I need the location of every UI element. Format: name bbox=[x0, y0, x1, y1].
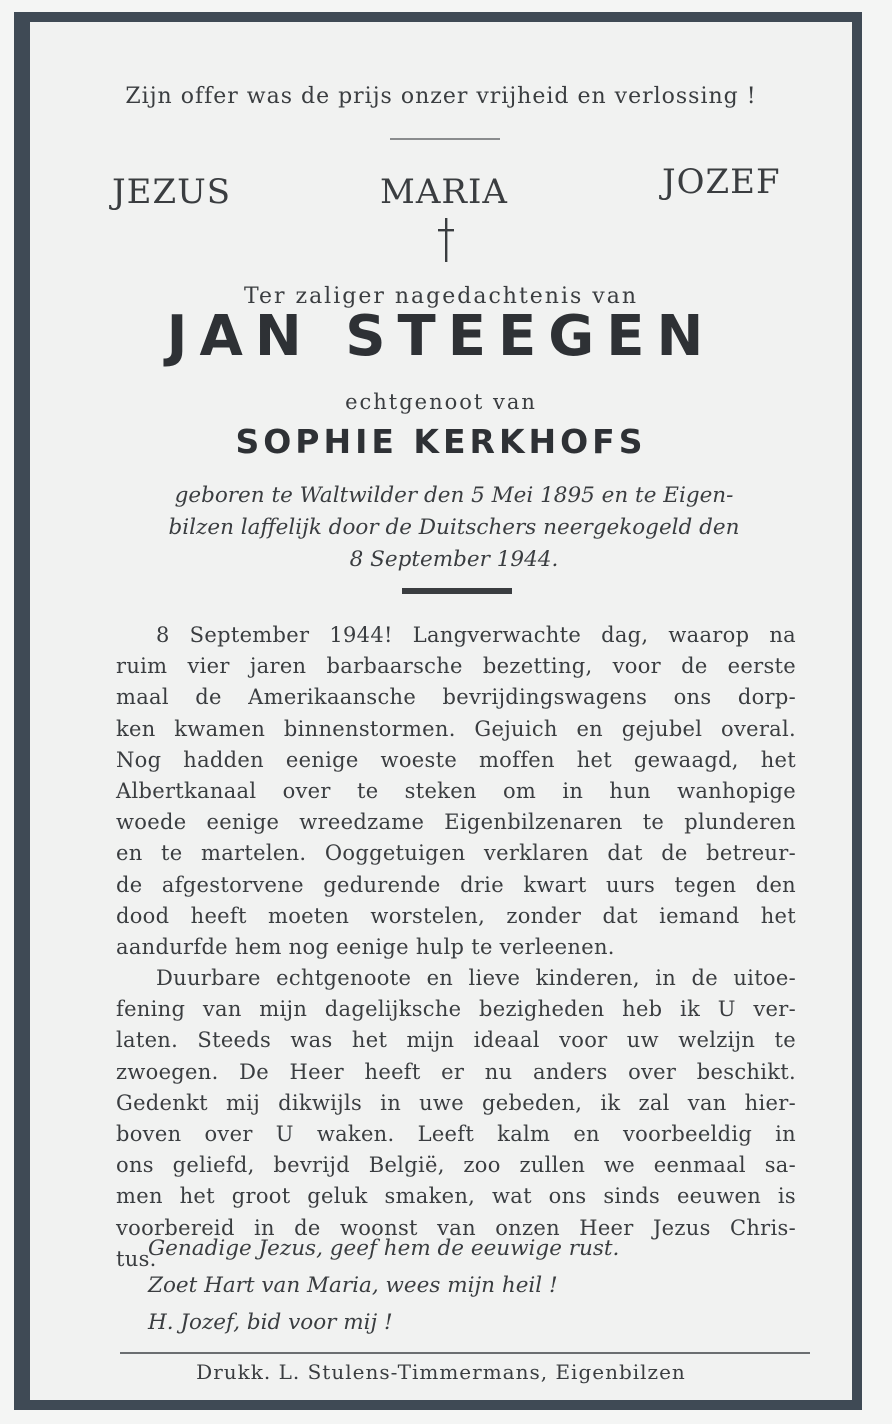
memorial-line: 8 September 1944! Langverwachte dag, waarop na bbox=[156, 623, 796, 647]
memorial-line: boven over U waken. Leeft kalm en voorbeeldig in bbox=[116, 1122, 796, 1146]
memorial-text bbox=[116, 620, 796, 1275]
holy-name-jozef: JOZEF bbox=[662, 162, 781, 202]
holy-name-jezus: JEZUS bbox=[112, 172, 232, 212]
holy-name-maria: MARIA bbox=[380, 172, 508, 212]
memorial-card bbox=[14, 12, 862, 1410]
memorial-line: aandurfde hem nog eenige hulp te verleenen. bbox=[116, 934, 615, 959]
memorial-line: zwoegen. De Heer heeft er nu anders over beschikt. bbox=[116, 1059, 796, 1084]
prayers bbox=[148, 1230, 619, 1341]
memorial-line: Gedenkt mij dikwijls in uwe gebeden, ik zal van hier- bbox=[116, 1090, 796, 1115]
memorial-card-content bbox=[30, 22, 852, 1400]
memorial-line: dood heeft moeten worstelen, zonder dat iemand het bbox=[116, 903, 796, 928]
prayer-line: H. Jozef, bid voor mij ! bbox=[148, 1310, 393, 1335]
memorial-line: ons geliefd, bevrijd België, zoo zullen we eenmaal sa- bbox=[116, 1153, 796, 1178]
memorial-line: tus. bbox=[116, 1246, 157, 1271]
memorial-line: men het groot geluk smaken, wat ons sinds eeuwen is bbox=[116, 1184, 796, 1209]
birth-death-line: geboren te Waltwilder den 5 Mei 1895 en te Eigen- bbox=[174, 483, 734, 508]
memorial-line: fening van mijn dagelijksche bezigheden heb ik U ver- bbox=[116, 997, 796, 1022]
memorial-line: Albertkanaal over te steken om in hun wanhopige bbox=[116, 778, 796, 803]
memorial-line: ken kwamen binnenstormen. Gejuich en gejubel overal. bbox=[116, 716, 796, 741]
motto-text: Zijn offer was de prijs onzer vrijheid en verlossing ! bbox=[125, 84, 757, 109]
prayer-line: Zoet Hart van Maria, wees mijn heil ! bbox=[148, 1273, 558, 1298]
divider-bottom bbox=[120, 1352, 810, 1354]
memorial-line: de afgestorvene gedurende drie kwart uurs tegen den bbox=[116, 872, 796, 897]
birth-death-details bbox=[114, 480, 794, 576]
memorial-line: Duurbare echtgenoote en lieve kinderen, in de uitoe- bbox=[156, 966, 796, 991]
memorial-line: Nog hadden eenige woeste moffen het gewaagd, het bbox=[116, 747, 796, 772]
memorial-line: laten. Steeds was het mijn ideaal voor uw welzijn te bbox=[116, 1028, 796, 1053]
memorial-line: woede eenige wreedzame Eigenbilzenaren te plunderen bbox=[116, 810, 796, 835]
prayer-line: Genadige Jezus, geef hem de eeuwige rust. bbox=[148, 1236, 620, 1261]
divider-top bbox=[390, 138, 500, 140]
birth-death-line: bilzen laffelijk door de Duitschers neergekogeld den bbox=[168, 515, 740, 540]
divider-thick bbox=[402, 588, 512, 594]
printer-credit: Drukk. L. Stulens-Timmermans, Eigenbilzen bbox=[196, 1360, 686, 1384]
memorial-line: ruim vier jaren barbaarsche bezetting, voor de eerste bbox=[116, 654, 796, 679]
memorial-line: voorbereid in de woonst van onzen Heer Jezus Chris- bbox=[116, 1215, 796, 1240]
memorial-line: maal de Amerikaansche bevrijdingswagens ons dorp- bbox=[116, 685, 796, 710]
memorial-line: en te martelen. Ooggetuigen verklaren dat de betreur- bbox=[116, 841, 796, 866]
cross-icon bbox=[436, 218, 456, 262]
spouse-name: SOPHIE KERKHOFS bbox=[235, 422, 647, 461]
birth-death-line: 8 September 1944. bbox=[349, 547, 559, 572]
deceased-name: JAN STEEGEN bbox=[166, 304, 716, 369]
intro-text: Ter zaliger nagedachtenis van bbox=[243, 284, 639, 309]
spouse-intro-text: echtgenoot van bbox=[345, 390, 537, 414]
